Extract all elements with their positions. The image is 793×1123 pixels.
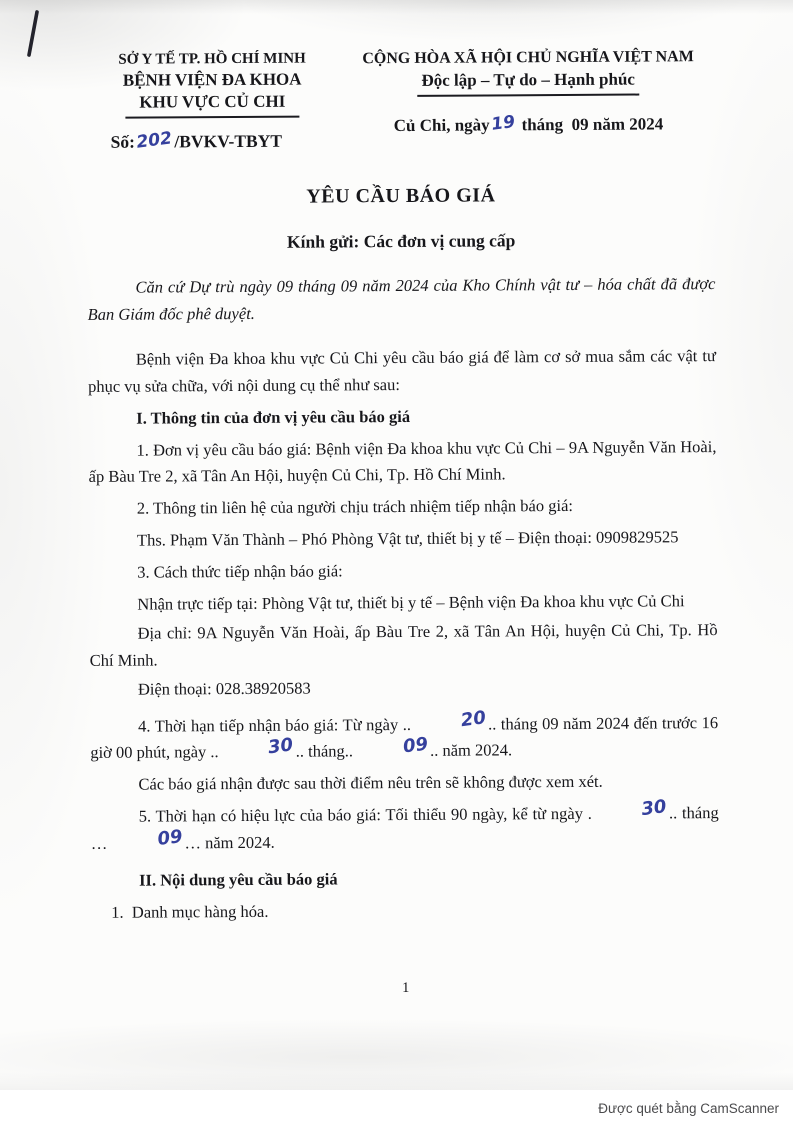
item5-text-3: … năm 2024.	[184, 832, 275, 853]
item4-text-2: .. tháng 09 năm 2024 đến trước 16 giờ 00 phút, ngày ..	[90, 712, 719, 763]
item4-day-from-handwritten: 20	[459, 706, 488, 731]
document-header	[86, 46, 715, 157]
section1-receive-at: Nhận trực tiếp tại: Phòng Vật tư, thiết bị y tế – Bệnh viện Đa khoa khu vực Củ Chi	[137, 591, 685, 614]
org-name-line2-wrap	[86, 91, 338, 120]
section1-item2: 2. Thông tin liên hệ của người chịu trách nhiệm tiếp nhận báo giá:	[136, 496, 574, 518]
item5-month-handwritten: 09	[155, 826, 184, 851]
issue-date-suffix: tháng 09 năm 2024	[517, 114, 664, 135]
section1-phone: Điện thoại: 028.38920583	[137, 678, 311, 699]
country-title: CỘNG HÒA XÃ HỘI CHỦ NGHĨA VIỆT NAM	[362, 48, 694, 68]
section1-item3: 3. Cách thức tiếp nhận báo giá:	[137, 561, 343, 582]
issuing-org-block	[86, 48, 339, 156]
item4-text-1: 4. Thời hạn tiếp nhận báo giá: Từ ngày ..	[138, 714, 412, 736]
section1-address: Địa chỉ: 9A Nguyễn Văn Hoài, ấp Bàu Tre 2, xã Tân An Hội, huyện Củ Chi, Tp. Hồ Chí Minh.	[89, 619, 718, 670]
issue-date-prefix: Củ Chi, ngày	[393, 115, 490, 136]
section1-item5	[90, 796, 719, 858]
issue-day-handwritten: 19	[490, 112, 517, 136]
item4-text-4: .. năm 2024.	[430, 740, 513, 761]
org-name-line2: KHU VỰC CỦ CHI	[125, 91, 299, 119]
handwritten-pen-mark	[22, 8, 44, 67]
national-motto-block	[338, 46, 715, 140]
scanner-footer-strip	[0, 1090, 793, 1123]
motto: Độc lập – Tự do – Hạnh phúc	[417, 69, 639, 97]
org-name-line1: BỆNH VIỆN ĐA KHOA	[122, 69, 302, 90]
document-content	[86, 46, 720, 1002]
motto-wrap	[342, 68, 714, 97]
item5-text-1: 5. Thời hạn có hiệu lực của báo giá: Tối thiểu 90 ngày, kể từ ngày .	[138, 804, 592, 826]
basis-paragraph: Căn cứ Dự trù ngày 09 tháng 09 năm 2024 của Kho Chính vật tư – hóa chất đã được Ban Giám đốc phê duyệt.	[87, 274, 716, 324]
camscanner-credit: Được quét bằng CamScanner	[598, 1101, 779, 1116]
section1-note: Các báo giá nhận được sau thời điểm nêu trên sẽ không được xem xét.	[138, 772, 603, 794]
section1-item4	[90, 706, 719, 768]
document-title: YÊU CẦU BÁO GIÁ	[306, 184, 496, 208]
issue-date-line	[342, 111, 714, 141]
item4-text-3: .. tháng..	[295, 741, 354, 762]
document-number-suffix: /BVKV-TBYT	[174, 131, 283, 152]
section2-heading: II. Nội dung yêu cầu báo giá	[139, 869, 338, 890]
item5-day-handwritten: 30	[640, 796, 668, 821]
request-paragraph: Bệnh viện Đa khoa khu vực Củ Chi yêu cầu báo giá để làm cơ sở mua sắm các vật tư phục vụ sửa chữa, với nội dung cụ thể như sau:	[88, 345, 716, 396]
org-parent-name: SỞ Y TẾ TP. HỒ CHÍ MINH	[118, 50, 306, 68]
section1-contact: Ths. Phạm Văn Thành – Phó Phòng Vật tư, thiết bị y tế – Điện thoại: 0909829525	[136, 527, 679, 550]
document-number-line	[86, 127, 338, 157]
item5-text-2: .. tháng …	[90, 803, 719, 853]
document-number-label: Số:	[110, 132, 135, 153]
document-number-handwritten: 202	[135, 128, 174, 154]
item4-month-handwritten: 09	[401, 733, 430, 758]
section1-item1: 1. Đơn vị yêu cầu báo giá: Bệnh viện Đa khoa khu vực Củ Chi – 9A Nguyễn Văn Hoài, ấp Bàu Tre 2, xã Tân An Hội, huyện Củ Chi, Tp. Hồ Chí Minh.	[88, 436, 717, 487]
section1-heading: I. Thông tin của đơn vị yêu cầu báo giá	[136, 406, 411, 428]
page-number: 1	[402, 979, 410, 996]
greeting-line: Kính gửi: Các đơn vị cung cấp	[286, 229, 516, 252]
item4-day-to-handwritten: 30	[267, 734, 295, 759]
section2-item1: 1. Danh mục hàng hóa.	[111, 901, 269, 922]
